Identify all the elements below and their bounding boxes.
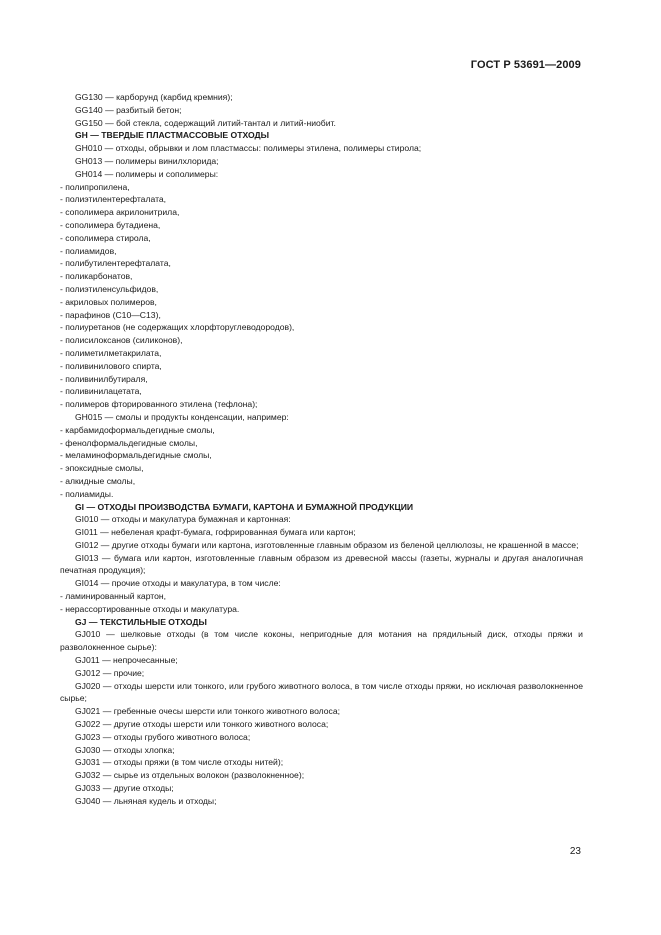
text-line: GJ031 — отходы пряжи (в том числе отходы нитей); <box>75 757 284 768</box>
text-line: GI010 — отходы и макулатура бумажная и картонная: <box>75 514 291 525</box>
text-line: GG150 — бой стекла, содержащий литий-тантал и литий-ниобит. <box>75 117 336 128</box>
text-line: GJ033 — другие отходы; <box>75 783 174 794</box>
list-item: - полиэтиленсульфидов, <box>60 283 159 294</box>
text-line: GH010 — отходы, обрывки и лом пластмассы: полимеры этилена, полимеры стирола; <box>75 143 422 154</box>
list-item: - сополимера стирола, <box>60 232 151 243</box>
list-item: - алкидные смолы, <box>60 475 136 486</box>
text-paragraph: GJ020 — отходы шерсти или тонкого, или грубого животного волоса, в том числе отходы пряжи, но исключая разволокненное сырье; <box>60 680 583 704</box>
list-item: - поливинилбутираля, <box>60 373 148 384</box>
text-line: GJ012 — прочие; <box>75 667 145 678</box>
text-line: GJ011 — непрочесанные; <box>75 655 178 666</box>
list-item: - карбамидоформальдегидные смолы, <box>60 424 215 435</box>
section-heading: GJ — ТЕКСТИЛЬНЫЕ ОТХОДЫ <box>75 616 207 627</box>
text-line: GG140 — разбитый бетон; <box>75 104 182 115</box>
list-item: - полисилоксанов (силиконов), <box>60 335 183 346</box>
list-item: - фенолформальдегидные смолы, <box>60 437 198 448</box>
list-item: - поливинилового спирта, <box>60 360 162 371</box>
list-item: - полиметилметакрилата, <box>60 347 162 358</box>
text-line: GJ021 — гребенные очесы шерсти или тонкого животного волоса; <box>75 706 341 717</box>
list-item: - полимеров фторированного этилена (тефлона); <box>60 399 258 410</box>
list-item: - поликарбонатов, <box>60 271 133 282</box>
text-line: GJ032 — сырье из отдельных волокон (разволокненное); <box>75 770 305 781</box>
text-line: GJ023 — отходы грубого животного волоса; <box>75 731 251 742</box>
list-item: - полиамидов, <box>60 245 117 256</box>
text-line: GJ030 — отходы хлопка; <box>75 744 175 755</box>
list-item: - полибутилентерефталата, <box>60 258 171 269</box>
text-paragraph: GI012 — другие отходы бумаги или картона, изготовленные главным образом из беленой целлюлозы, не крашенной в массе; <box>75 539 579 550</box>
list-item: - полиэтилентерефталата, <box>60 194 167 205</box>
document-id: ГОСТ Р 53691—2009 <box>470 59 581 71</box>
text-line: GG130 — карборунд (карбид кремния); <box>75 92 233 102</box>
text-paragraph: GI013 — бумага или картон, изготовленные главным образом из древесной массы (газеты, журналы и другая аналогичная печатная продукция); <box>60 552 583 576</box>
list-item: - полипропилена, <box>60 181 130 192</box>
list-item: - поливинилацетата, <box>60 386 142 397</box>
text-paragraph: GJ010 — шелковые отходы (в том числе коконы, непригодные для мотания на прядильный диск, отходы пряжи и разволокненное сырье): <box>60 629 583 653</box>
list-item: - полиуретанов (не содержащих хлорфторуглеводородов), <box>60 322 295 333</box>
list-item: - нерассортированные отходы и макулатура. <box>60 603 240 614</box>
list-item: - полиамиды. <box>60 488 114 499</box>
text-line: GI011 — небеленая крафт-бумага, гофрированная бумага или картон; <box>75 527 356 538</box>
list-item: - акриловых полимеров, <box>60 296 157 307</box>
page-number: 23 <box>569 846 581 857</box>
text-line: GH014 — полимеры и сополимеры: <box>75 168 219 179</box>
list-item: - сополимера акрилонитрила, <box>60 207 180 218</box>
list-item: - сополимера бутадиена, <box>60 219 161 230</box>
list-item: - меламиноформальдегидные смолы, <box>60 450 212 461</box>
list-item: - ламинированный картон, <box>60 591 167 602</box>
text-line: GH013 — полимеры винилхлорида; <box>75 155 219 166</box>
list-item: - эпоксидные смолы, <box>60 463 144 474</box>
section-heading: GH — ТВЕРДЫЕ ПЛАСТМАССОВЫЕ ОТХОДЫ <box>75 130 270 141</box>
section-heading: GI — ОТХОДЫ ПРОИЗВОДСТВА БУМАГИ, КАРТОНА И БУМАЖНОЙ ПРОДУКЦИИ <box>75 501 414 512</box>
list-item: - парафинов (С10—С13), <box>60 309 161 320</box>
text-line: GH015 — смолы и продукты конденсации, например: <box>75 411 289 422</box>
document-body <box>60 91 583 808</box>
text-line: GJ040 — льняная кудель и отходы; <box>75 795 217 806</box>
text-line: GJ022 — другие отходы шерсти или тонкого животного волоса; <box>75 719 329 730</box>
text-line: GI014 — прочие отходы и макулатура, в том числе: <box>75 578 281 589</box>
